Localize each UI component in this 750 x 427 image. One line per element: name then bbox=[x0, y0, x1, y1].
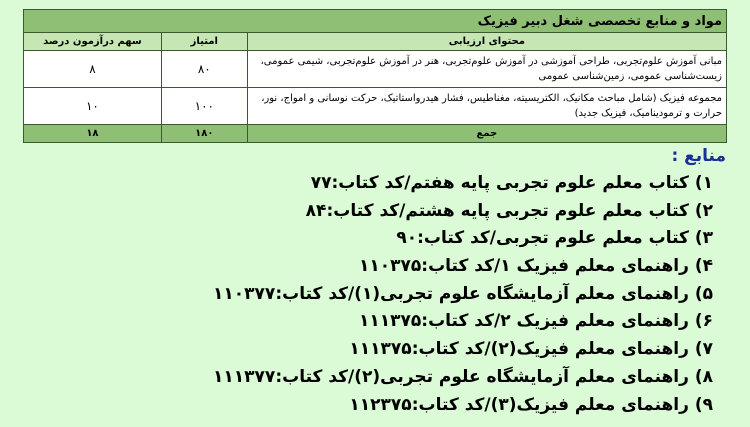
table-row bbox=[24, 88, 727, 125]
row-content: مبانی آموزش علوم‌تجربی، طراحی آموزشی در آموزش علوم‌تجربی، هنر در آموزش علوم‌تجربی، شیمی عمومی، زیست‌شناسی عمومی، زمین‌شناسی عمومی bbox=[247, 51, 726, 88]
row-share: ۱۰ bbox=[24, 88, 162, 125]
table-title-row bbox=[24, 10, 727, 33]
list-item: ۳) کتاب معلم علوم تجربی/کد کتاب:۹۰ bbox=[396, 228, 713, 249]
table-header-row bbox=[24, 33, 727, 51]
header-score: امتیاز bbox=[161, 33, 247, 51]
list-item: ۵) راهنمای معلم آزمایشگاه علوم تجربی(۱)/کد کتاب:۱۱۰۳۷۷ bbox=[213, 283, 713, 304]
header-content: محتوای ارزیابی bbox=[247, 33, 726, 51]
list-item: ۷) راهنمای معلم فیزیک(۲)/کد کتاب:۱۱۱۳۷۵ bbox=[349, 339, 713, 360]
list-item: ۸) راهنمای معلم آزمایشگاه علوم تجربی(۲)/کد کتاب:۱۱۱۳۷۷ bbox=[213, 366, 713, 387]
list-item: ۴) راهنمای معلم فیزیک ۱/کد کتاب:۱۱۰۳۷۵ bbox=[359, 256, 713, 277]
sources-list bbox=[28, 170, 728, 419]
list-item: ۲) کتاب معلم علوم تجربی پایه هشتم/کد کتاب:۸۴ bbox=[305, 200, 713, 221]
table-row bbox=[24, 51, 727, 88]
list-item: ۱) کتاب معلم علوم تجربی پایه هفتم/کد کتاب:۷۷ bbox=[310, 173, 713, 193]
list-item: ۶) راهنمای معلم فیزیک ۲/کد کتاب:۱۱۱۳۷۵ bbox=[359, 311, 713, 332]
subjects-table bbox=[23, 9, 727, 143]
row-score: ۸۰ bbox=[161, 51, 247, 88]
total-label: جمع bbox=[247, 125, 726, 143]
total-share: ۱۸ bbox=[24, 125, 162, 143]
header-share: سهم درآزمون درصد bbox=[24, 33, 162, 51]
table-total-row bbox=[24, 125, 727, 143]
row-content: مجموعه فیزیک (شامل مباحث مکانیک، الکتریسیته، مغناطیس، فشار هیدرواستاتیک، حرکت نوسانی و امواج، نور، حرارت و ترمودینامیک، فیزیک جدید) bbox=[247, 88, 726, 125]
list-item: ۹) راهنمای معلم فیزیک(۳)/کد کتاب:۱۱۲۳۷۵ bbox=[349, 394, 713, 415]
row-share: ۸ bbox=[24, 51, 162, 88]
table-title: مواد و منابع تخصصی شغل دبیر فیزیک bbox=[24, 10, 727, 33]
total-score: ۱۸۰ bbox=[161, 125, 247, 143]
sources-title: منابع : bbox=[671, 146, 726, 166]
row-score: ۱۰۰ bbox=[161, 88, 247, 125]
sources-section bbox=[28, 146, 728, 419]
